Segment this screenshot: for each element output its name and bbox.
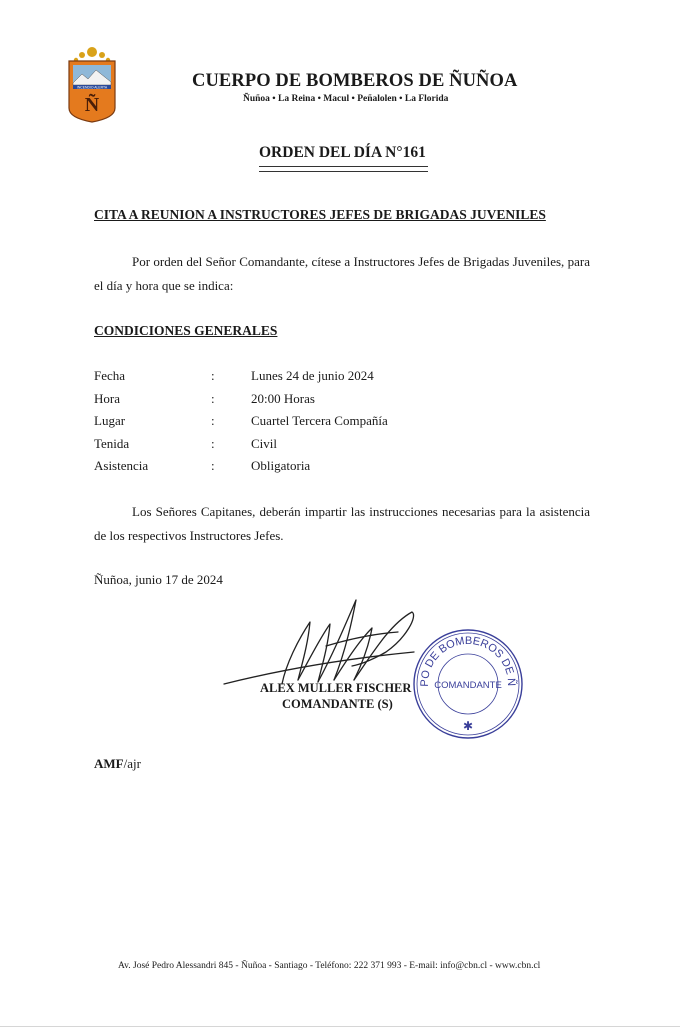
order-title: ORDEN DEL DÍA N°161 bbox=[259, 144, 426, 161]
organization-communes: Ñuñoa • La Reina • Macul • Peñalolen • La Florida bbox=[243, 94, 449, 104]
intro-paragraph bbox=[94, 250, 590, 298]
condition-value: Obligatoria bbox=[251, 458, 311, 473]
condition-row-lugar bbox=[94, 410, 514, 433]
condition-separator: : bbox=[211, 458, 215, 473]
condition-label: Asistencia bbox=[94, 458, 149, 473]
condition-row-tenida bbox=[94, 433, 514, 456]
place-and-date: Ñuñoa, junio 17 de 2024 bbox=[94, 572, 223, 587]
initials-bold: AMF bbox=[94, 756, 124, 771]
condition-separator: : bbox=[211, 413, 215, 428]
conditions-heading: CONDICIONES GENERALES bbox=[94, 323, 278, 338]
signer-name: ALEX MULLER FISCHER bbox=[260, 681, 412, 695]
signer-block bbox=[260, 680, 411, 712]
title-double-rule bbox=[259, 166, 428, 172]
signer-title: COMANDANTE (S) bbox=[282, 697, 393, 711]
organization-name: CUERPO DE BOMBEROS DE ÑUÑOA bbox=[192, 71, 518, 91]
crest-banner: INCENDIO ALERTA bbox=[76, 85, 108, 90]
fire-department-crest-icon bbox=[66, 44, 118, 124]
stamp-star-icon: ✱ bbox=[462, 719, 474, 733]
document-subject: CITA A REUNION A INSTRUCTORES JEFES DE BRIGADAS JUVENILES bbox=[94, 207, 546, 222]
official-stamp bbox=[412, 628, 524, 740]
condition-separator: : bbox=[211, 368, 215, 383]
handwritten-signature bbox=[222, 594, 422, 694]
stamp-outer-text: PO DE BOMBEROS DE Ñ bbox=[418, 634, 518, 687]
page-bottom-edge bbox=[0, 1026, 680, 1027]
condition-row-asistencia bbox=[94, 455, 514, 478]
stamp-center-text: COMANDANTE bbox=[434, 680, 502, 691]
initials-rest: /ajr bbox=[123, 756, 141, 771]
footer-contact: Av. José Pedro Alessandri 845 - Ñuñoa - Santiago - Teléfono: 222 371 993 - E-mail: info@cbn.cl - www.cbn.cl bbox=[118, 961, 541, 971]
condition-row-hora bbox=[94, 388, 514, 411]
condition-label: Tenida bbox=[94, 435, 130, 451]
condition-value: Cuartel Tercera Compañía bbox=[251, 413, 388, 428]
condition-value: 20:00 Horas bbox=[251, 390, 315, 406]
condition-separator: : bbox=[211, 435, 215, 451]
condition-label: Lugar bbox=[94, 413, 126, 428]
crest-letter: Ñ bbox=[84, 94, 100, 116]
condition-label: Fecha bbox=[94, 368, 126, 383]
condition-separator: : bbox=[211, 390, 215, 406]
condition-value: Lunes 24 de junio 2024 bbox=[251, 368, 374, 383]
conditions-list bbox=[94, 365, 514, 478]
condition-label: Hora bbox=[94, 390, 120, 406]
condition-value: Civil bbox=[251, 435, 278, 451]
closing-text: Los Señores Capitanes, deberán impartir las instrucciones necesarias para la asistencia de los respectivos Instructores Jefes. bbox=[94, 504, 590, 543]
closing-paragraph bbox=[94, 500, 590, 548]
reference-initials bbox=[94, 756, 141, 772]
condition-row-fecha bbox=[94, 365, 514, 388]
intro-text: Por orden del Señor Comandante, cítese a Instructores Jefes de Brigadas Juveniles, para el día y hora que se indica: bbox=[94, 254, 590, 293]
